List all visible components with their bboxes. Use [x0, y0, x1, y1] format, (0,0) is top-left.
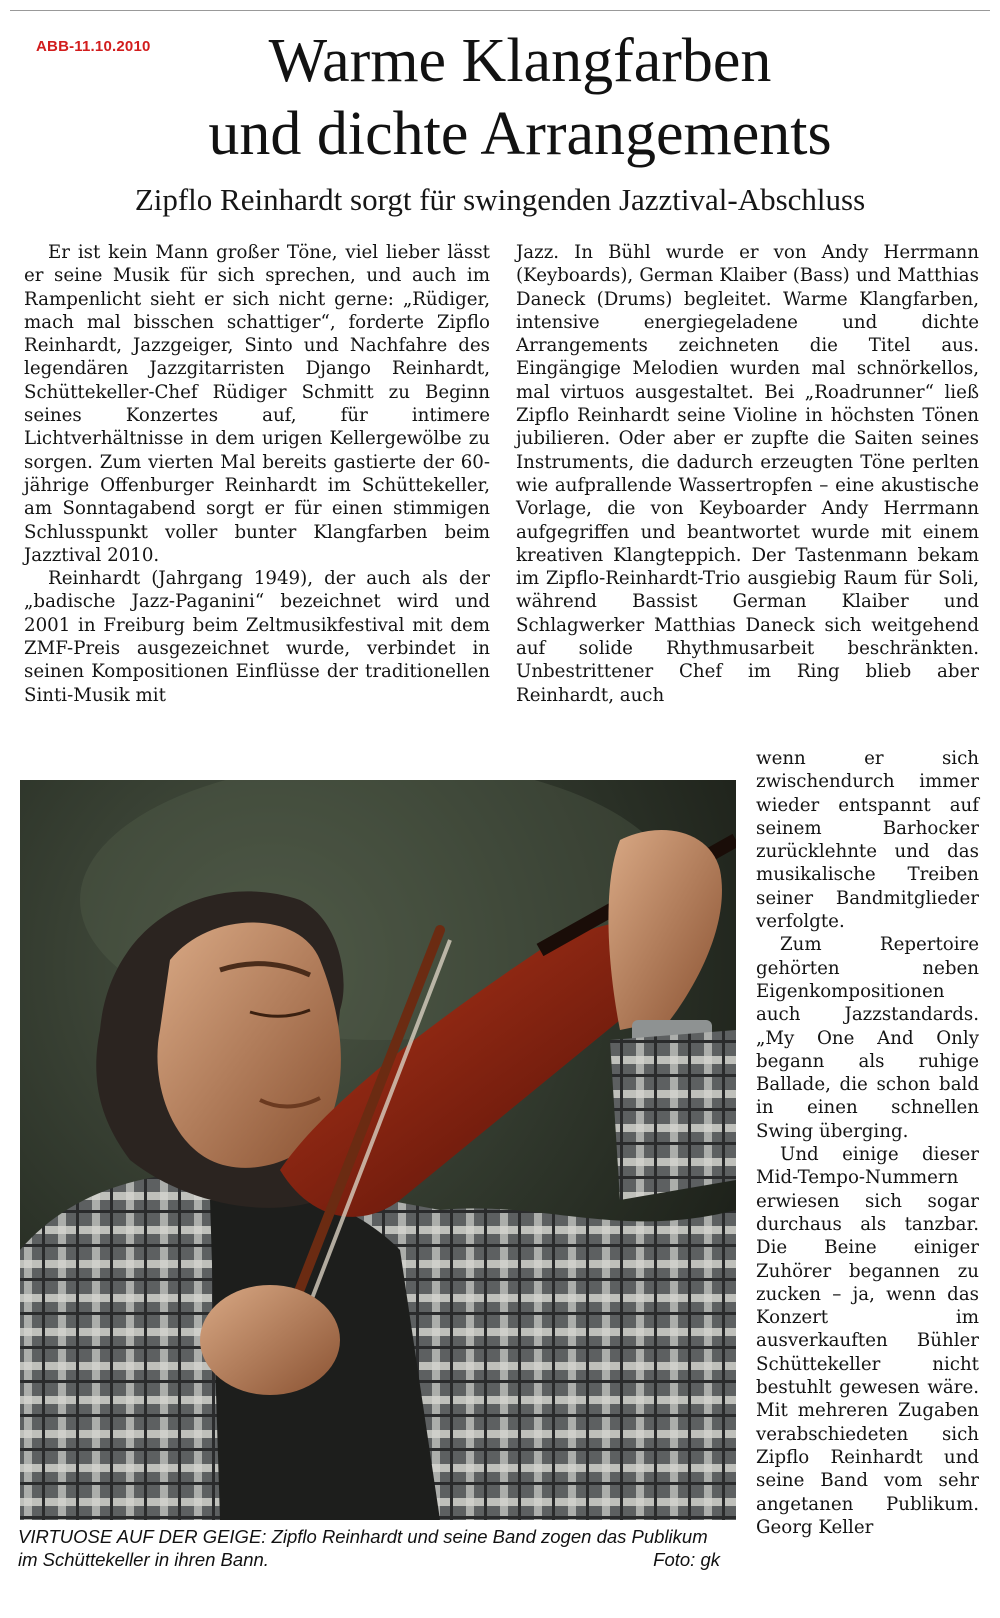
- photo-violinist: [20, 780, 736, 1520]
- photo-credit: Foto: gk: [653, 1549, 720, 1570]
- article-paragraph-text: Und einige dieser Mid-Tempo-Nummern erwiesen sich sogar durchaus als tanzbar. Die Beine einiger Zuhörer begannen zu zucken – ja, wenn das Konzert im ausverkauften Bühler Schüttekeller nicht bestuhlt gewesen wäre. Mit mehreren Zugaben verabschiedeten sich Zipflo Reinhardt und seine Band vom sehr angetanen Publikum.: [756, 1144, 979, 1515]
- subheadline: Zipflo Reinhardt sorgt für swingenden Jazztival-Abschluss: [134, 182, 866, 217]
- headline-line-2: und dichte Arrangements: [208, 100, 832, 168]
- top-rule: [10, 10, 990, 11]
- article-column-1: [24, 241, 490, 707]
- article-paragraph: Er ist kein Mann großer Töne, viel lieber lässt er seine Musik für sich sprechen, und auch im Rampenlicht sieht er sich nicht gerne: „Rüdiger, mach mal bisschen schattiger“, forderte Zipflo Reinhardt, Jazzgeiger, Sinto und Nachfahre des legendären Jazzgitarristen Django Reinhardt, Schüttekeller-Chef Rüdiger Schmitt zu Beginn seines Konzertes auf, für intimere Lichtverhältnisse in dem urigen Kellergewölbe zu sorgen. Zum vierten Mal bereits gastierte der 60-jährige Offenburger Reinhardt im Schüttekeller, am Sonntagabend sorgt er für einen stimmigen Schlusspunkt voller bunter Klangfarben beim Jazztival 2010.: [24, 242, 490, 566]
- archive-tag: ABB-11.10.2010: [36, 38, 151, 55]
- violinist-photo-illustration: [20, 780, 736, 1520]
- article-paragraph: wenn er sich zwischendurch immer wieder entspannt auf seinem Barhocker zurücklehnte und das musikalische Treiben seiner Bandmitglieder verfolgte.: [756, 748, 979, 933]
- headline-line-1: Warme Klangfarben: [268, 27, 772, 95]
- author-name: Georg Keller: [756, 1516, 874, 1538]
- article-paragraph: Jazz. In Bühl wurde er von Andy Herrmann (Keyboards), German Klaiber (Bass) und Matthias Daneck (Drums) begleitet. Warme Klangfarben, intensive energiegeladene und dichte Arrangements zeichneten die Titel aus. Eingängige Melodien wurden mal schnörkellos, mal virtuos ausgestaltet. Bei „Roadrunner“ ließ Zipflo Reinhardt seine Violine in höchsten Tönen jubilieren. Oder aber er zupfte die Saiten seines Instruments, die dadurch erzeugten Töne perlten wie aufprallende Wassertropfen – eine akustische Vorlage, die von Keyboarder Andy Herrmann aufgegriffen und beantwortet wurde mit einem kreativen Klangteppich. Der Tastenmann bekam im Zipflo-Reinhardt-Trio ausgiebig Raum für Soli, während Bassist German Klaiber und Schlagwerker Matthias Daneck sich weitgehend auf solide Rhythmusarbeit beschränkten. Unbestrittener Chef im Ring blieb aber Reinhardt, auch: [516, 242, 979, 706]
- caption-text: VIRTUOSE AUF DER GEIGE: Zipflo Reinhardt und seine Band zogen das Publikum im Schüttekeller in ihren Bann.: [18, 1526, 708, 1570]
- article-column-2: [516, 241, 979, 707]
- photo-caption: [18, 1525, 730, 1571]
- article-paragraph: Zum Repertoire gehörten neben Eigenkompositionen auch Jazzstandards. „My One And Only begann als ruhige Ballade, die schon bald in einen schnellen Swing überging.: [756, 934, 979, 1142]
- article-paragraph: [756, 1143, 979, 1539]
- article-column-2-narrow: [756, 747, 979, 1539]
- article-paragraph: Reinhardt (Jahrgang 1949), der auch als der „badische Jazz-Paganini“ bezeichnet wird und 2001 in Freiburg beim Zeltmusikfestival mit dem ZMF-Preis ausgezeichnet wurde, verbindet in seinen Kompositionen Einflüsse der traditionellen Sinti-Musik mit: [24, 568, 490, 706]
